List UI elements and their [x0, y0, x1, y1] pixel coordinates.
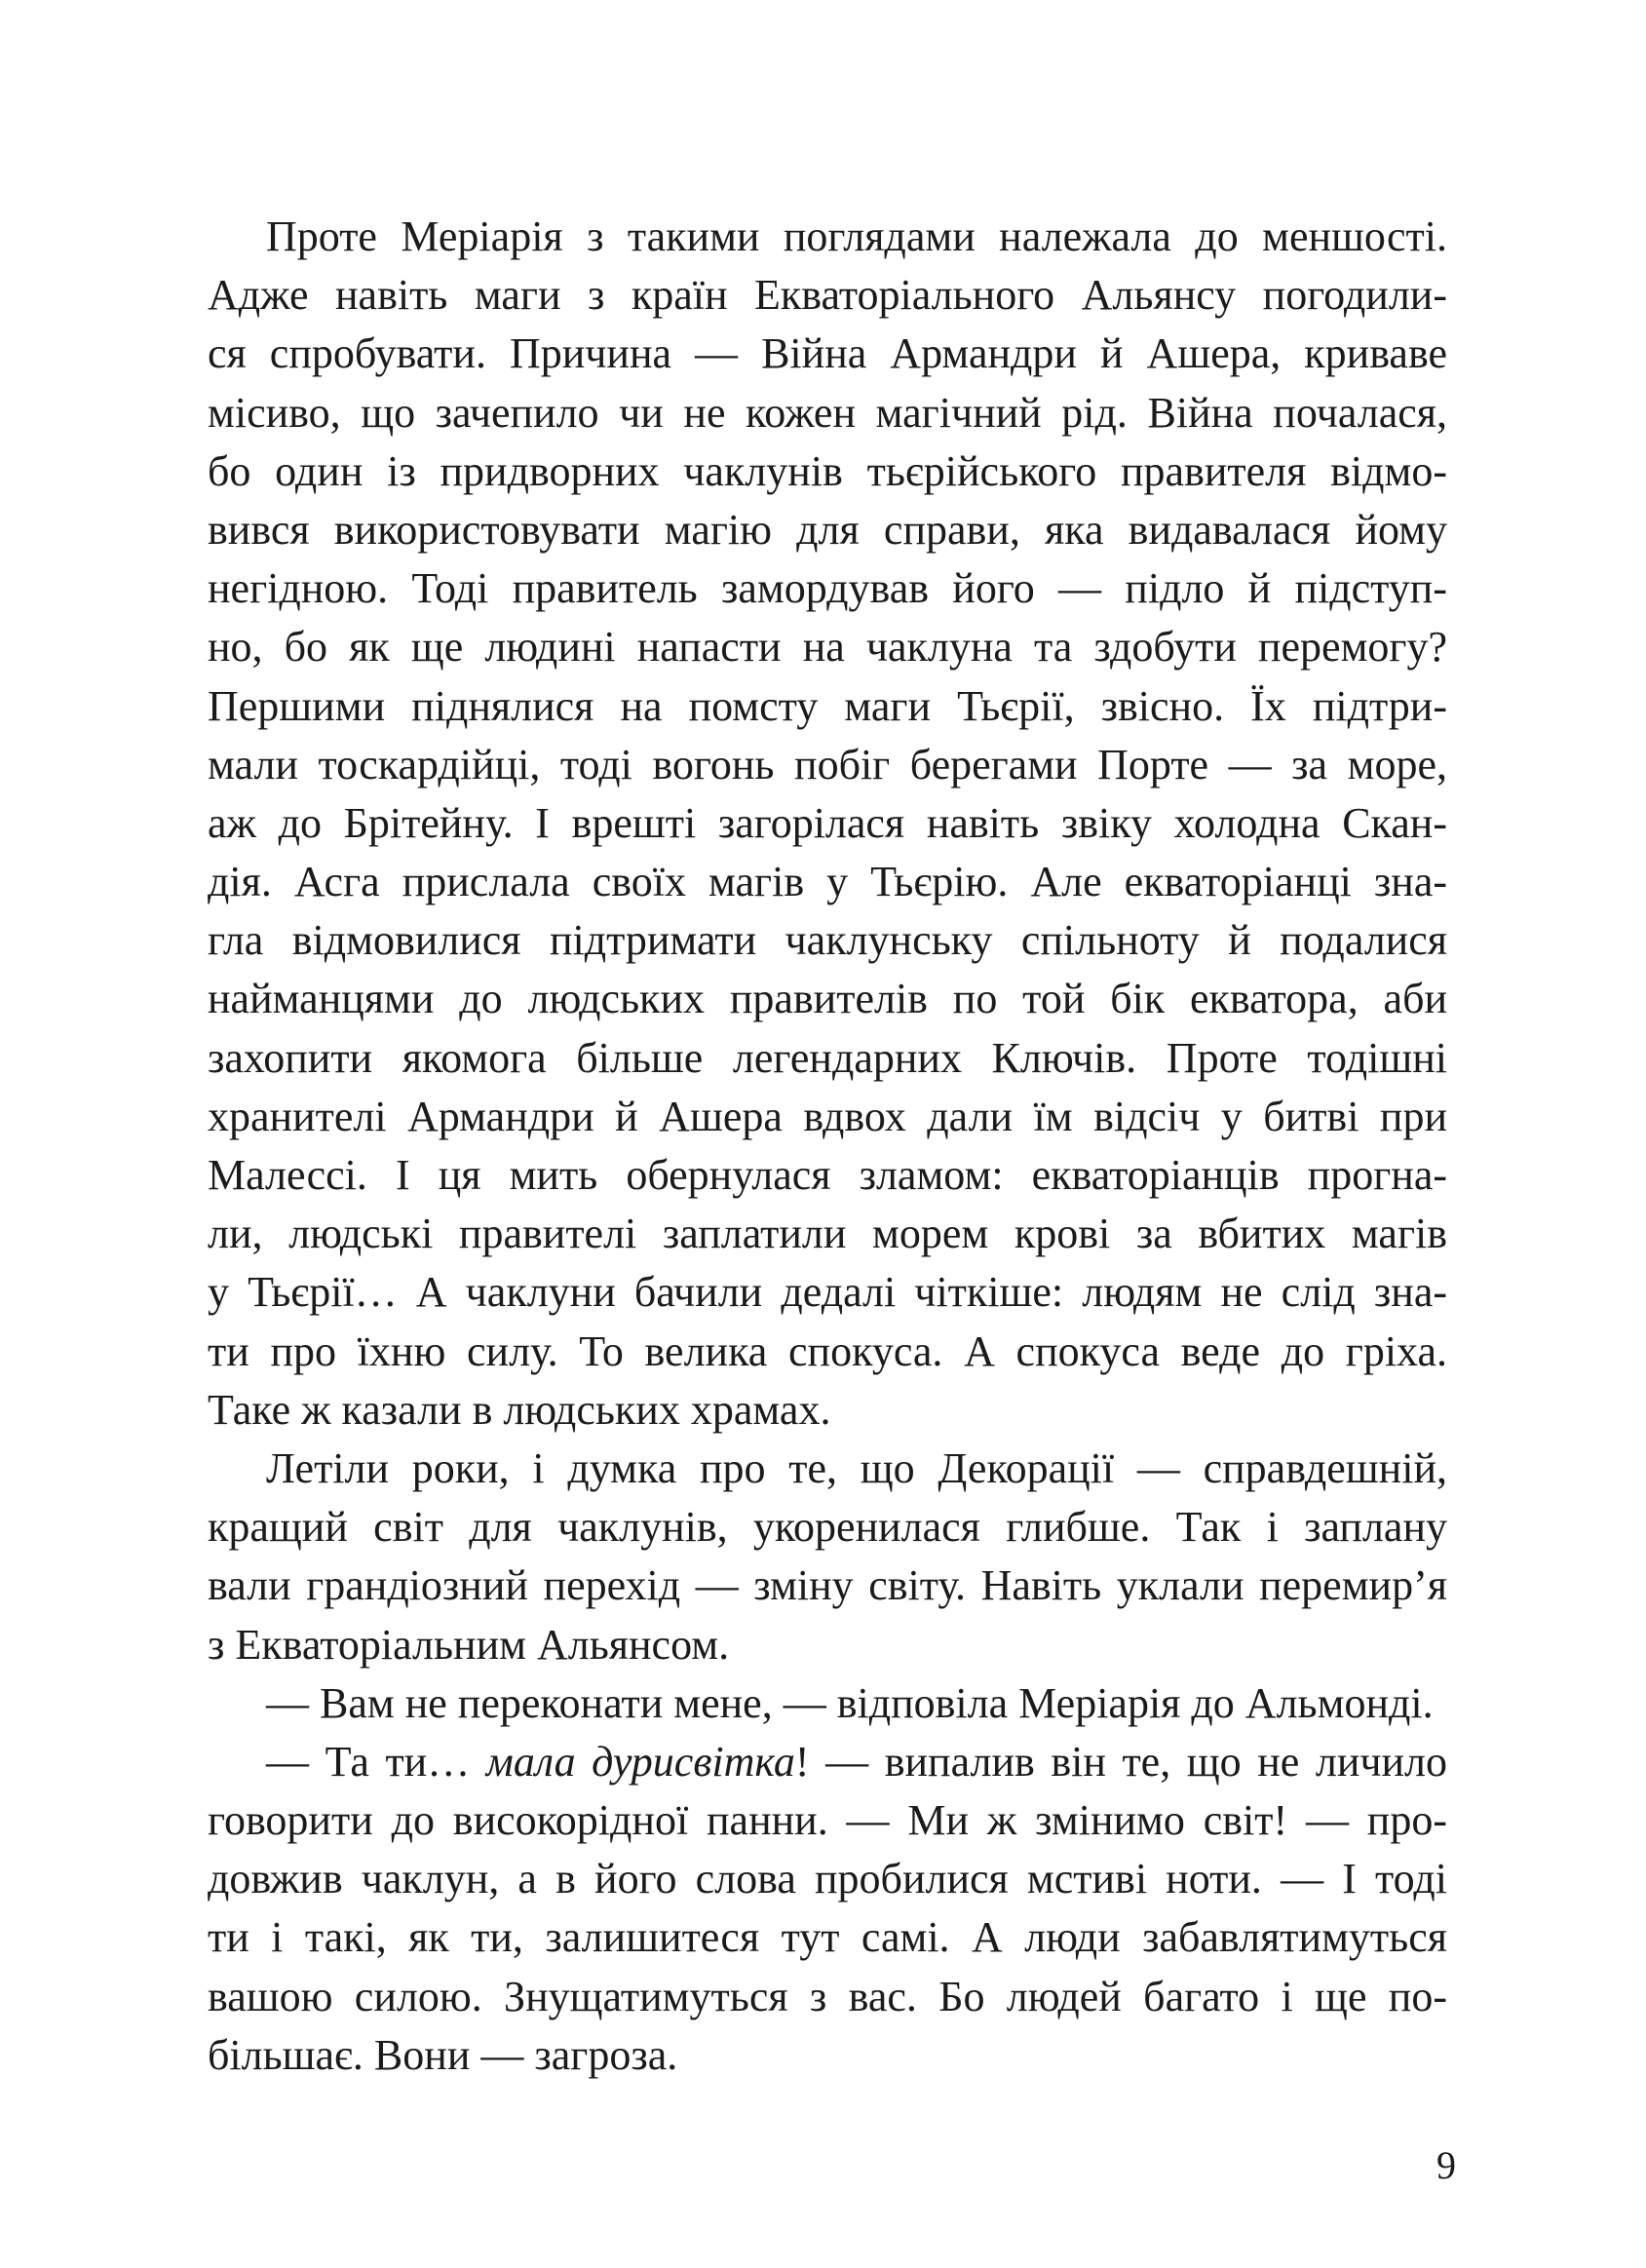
dialogue-text: ! — випалив він те, що не личило	[794, 1737, 1448, 1786]
text-line: Адже навіть маги з країн Екваторіального Альянсу погодили-	[208, 271, 1447, 320]
text-line: ли, людські правителі заплатили морем крові за вбитих магів	[208, 1210, 1447, 1258]
text-line: говорити до високорідної панни. — Ми ж змінимо світ! — про-	[208, 1796, 1447, 1845]
text-line: мали тоскардійці, тоді вогонь побіг берегами Порте — за море,	[208, 740, 1447, 788]
text-line: захопити якомога більше легендарних Ключів. Проте тодішні	[208, 1033, 1447, 1082]
text-line: вали грандіозний перехід — зміну світу. Навіть уклали перемир’я	[208, 1561, 1447, 1610]
dialogue-line	[208, 1733, 1447, 1791]
text-line: кращий світ для чаклунів, укоренилася глибше. Так і заплану	[208, 1503, 1447, 1552]
text-line: Малессі. І ця мить обернулася зламом: екваторіанців прогна-	[208, 1151, 1447, 1199]
text-line: Летіли роки, і думка про те, що Декорації — справдешній,	[266, 1443, 1447, 1492]
text-line: но, бо як ще людині напасти на чаклуна та здобути перемогу?	[208, 623, 1447, 672]
text-line: аж до Брітейну. І врешті загорілася навіть звіку холодна Скан-	[208, 798, 1447, 847]
text-line: найманцями до людських правителів по той бік екватора, аби	[208, 975, 1447, 1023]
text-line: у Тьєрії… А чаклуни бачили дедалі чіткіше: людям не слід зна-	[208, 1268, 1447, 1317]
text-line: більшає. Вони — загроза.	[208, 2030, 678, 2079]
text-line: вився використовувати магію для справи, яка видавалася йому	[208, 505, 1447, 554]
italic-phrase: мала дурисвітка	[485, 1737, 795, 1786]
text-line: з Екваторіальним Альянсом.	[208, 1620, 730, 1669]
text-line: дія. Асга прислала своїх магів у Тьєрію. Але екваторіанці зна-	[208, 858, 1447, 906]
text-line: Проте Меріарія з такими поглядами належала до меншості.	[266, 212, 1447, 260]
dialogue-line: — Вам не переконати мене, — відповіла Меріарія до Альмонді.	[266, 1678, 1434, 1727]
text-line: ти про їхню силу. То велика спокуса. А спокуса веде до гріха.	[208, 1326, 1447, 1375]
dialogue-text: — Та ти…	[266, 1737, 486, 1786]
text-line: хранителі Армандри й Ашера вдвох дали їм відсіч у битві при	[208, 1092, 1447, 1140]
body-text	[208, 208, 1447, 2085]
text-line: Першими піднялися на помсту маги Тьєрії, звісно. Їх підтри-	[208, 681, 1447, 730]
text-line: негідною. Тоді правитель замордував його — підло й підступ-	[208, 564, 1447, 613]
text-line: гла відмовилися підтримати чаклунську спільноту й подалися	[208, 916, 1447, 965]
text-line: місиво, що зачепило чи не кожен магічний рід. Війна почалася,	[208, 388, 1447, 437]
text-line: довжив чаклун, а в його слова пробилися мстиві ноти. — І тоді	[208, 1855, 1447, 1903]
text-line: ти і такі, як ти, залишитеся тут самі. А люди забавлятимуться	[208, 1913, 1447, 1962]
text-line: ся спробувати. Причина — Війна Армандри й Ашера, криваве	[208, 329, 1447, 378]
text-line: вашою силою. Знущатимуться з вас. Бо людей багато і ще по-	[208, 1972, 1447, 2020]
page-number: 9	[1436, 2143, 1456, 2187]
text-line: бо один із придворних чаклунів тьєрійського правителя відмо-	[208, 446, 1447, 495]
text-line: Таке ж казали в людських храмах.	[208, 1385, 831, 1434]
